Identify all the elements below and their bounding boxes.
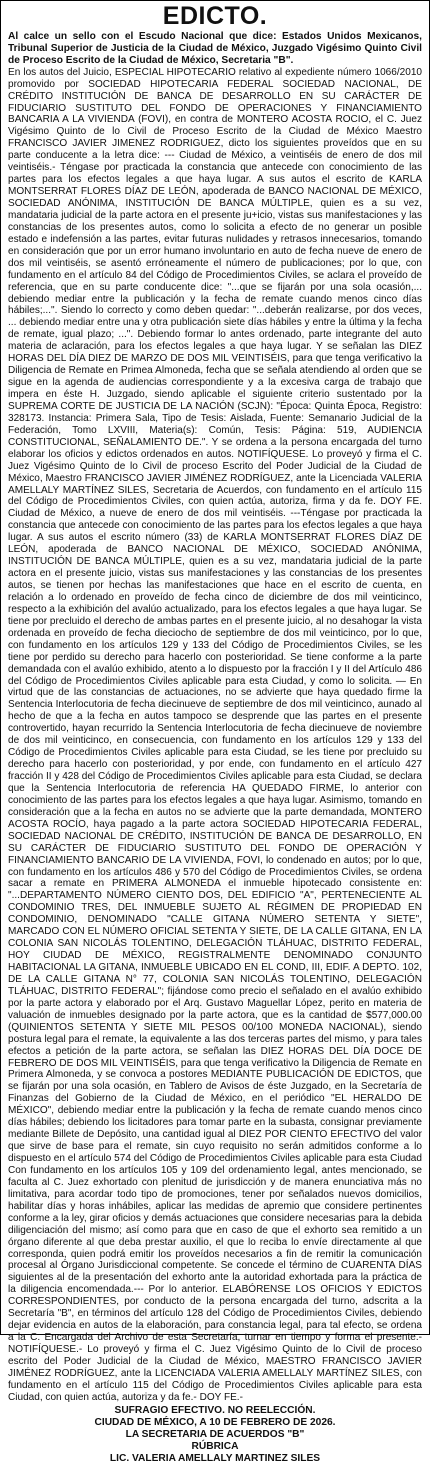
edict-signature-label: RÚBRICA bbox=[191, 1440, 239, 1452]
edict-motto: SUFRAGIO EFECTIVO. NO REELECCIÓN. bbox=[114, 1404, 316, 1416]
edict-title: EDICTO. bbox=[162, 2, 268, 30]
edict-seal-intro: Al calce un sello con el Escudo Nacional que dice: Estados Unidos Mexicanos, Tribunal Superior de Justicia de la Ciudad de México, Juzgado Vigésimo Quinto Civil de Proceso Escrito de la Ciudad de México, Secretaria "B". bbox=[8, 31, 422, 66]
edict-place-date: CIUDAD DE MÉXICO, A 10 DE FEBRERO DE 2026. bbox=[94, 1416, 336, 1428]
edict-signer-name: LIC. VALERIA AMELLALY MARTINEZ SILES bbox=[109, 1452, 321, 1464]
edict-body: En los autos del Juicio, ESPECIAL HIPOTECARIO relativo al expediente número 1066/2010 promovido por SOCIEDAD HIPOTECARIA FEDERAL SOCIEDAD NACIONAL, DE CRÉDITO INSTITUCIÓN DE BANCA DE DESARROLLO EN SU CARÁCTER DE FIDUCIARIO SUSTITUTO DEL FONDO DE OPERACIONES Y FINANCIAMIENTO BANCARIA A LA VIVIENDA (FOVI), en contra de MONTERO ACOSTA ROCIO, el C. Juez Vigésimo Quinto de lo Civil de Proceso Escrito de la Ciudad de México Maestro FRANCISCO JAVIER JIMENEZ RODRIGUEZ, dicto los siguientes proveídos que en su parte conducente a la letra dice: --- Ciudad de México, a veintiséis de enero de dos mil veintiséis.- Téngase por practicada la constancia que antecede con conocimiento de las partes para los efectos legales a que haya lugar. A sus autos el escrito de KARLA MONTSERRAT FLORES DÍAZ DE LEÓN, apoderada de BANCO NACIONAL DE MÉXICO, SOCIEDAD ANÓNIMA, INSTITUCIÓN DE BANCA MÚLTIPLE, quien es a su vez, mandataria judicial de la parte actora en el presente ju+icio, vistas sus manifestaciones y las constancias de los presentes autos, como lo solicita a efecto de no generar un posible estado e indefensión a las partes, evitar futuras nulidades y retrasos innecesarios, tomando en consideración que por un error humano involuntario en auto de fecha nueve de enero de dos mil veintiséis, se asentó erróneamente el número de publicaciones; por lo que, con fundamento en el artículo 84 del Código de Procedimientos Civiles, se aclara el proveído de referencia, que en su parte conducente dice: "...que se fijarán por una sola ocasión,... debiendo mediar entre la publicación y la fecha de remate cuando menos cinco días hábiles;...". Siendo lo correcto y como deben quedar: "...deberán realizarse, por dos veces, ... debiendo mediar entre una y otra publicación siete días hábiles y entre la última y la fecha de remate, igual plazo; ...". Debiendo formar lo antes ordenado, parte integrante del auto materia de aclaración, para los efectos legales a que haya lugar. Y se señalan las DIEZ HORAS DEL DÍA DIEZ DE MARZO DE DOS MIL VEINTISÉIS, para que tenga verificativo la Diligencia de Remate en Primea Almoneda, fecha que se señala atendiendo al orden que se sigue en la agenda de audiencias correspondiente y a la excesiva carga de trabajo que impera en éste H. Juzgado, siendo aplicable el siguiente criterio sustentado por la SUPREMA CORTE DE JUSTICIA DE LA NACIÓN (SCJN): "Época: Quinta Época, Registro: 328173. Instancia: Primera Sala, Tipo de Tesis: Aislada, Fuente: Semanario Judicial de la Federación, Tomo LXVIII, Materia(s): Común, Tesis: Página: 519, AUDIENCIA CONSTITUCIONAL, SEÑALAMIENTO DE.". Y se ordena a la persona encargada del turno elaborar los oficios y edictos ordenados en autos. NOTIFÍQUESE. Lo proveyó y firma el C. Juez Vigésimo Quinto de lo Civil de proceso Escrito del Poder Judicial de la Ciudad de México, Maestro FRANCISCO JAVIER JIMÉNEZ RODRÍGUEZ, ante la Licenciada VALERIA AMELLALY MARTÍNEZ SILES, Secretaria de Acuerdos, con fundamento en el artículo 115 del Código de Procedimientos Civiles, con quien actúa, autoriza, firma y da fe. DOY FE. Ciudad de México, a nueve de enero de dos mil veintiséis. ---Téngase por practicada la constancia que antecede con conocimiento de las partes para los efectos legales a que haya lugar. A sus autos el escrito número (33) de KARLA MONTSERRAT FLORES DÍAZ DE LEÓN, apoderada de BANCO NACIONAL DE MÉXICO, SOCIEDAD ANÓNIMA, INSTITUCIÓN DE BANCA MÚLTIPLE, quien es a su vez, mandataria judicial de la parte actora en el presente juicio, vistas sus manifestaciones y las constancias de los presentes autos, se tienen por hechas las manifestaciones que hace en el escrito de cuenta, en relación a lo ordenado en proveído de fecha cinco de diciembre de dos mil veinticinco, respecto a la exhibición del avalúo actualizado, para los efectos legales a que haya lugar. Se tiene por precluido el derecho de ambas partes en el presente juicio, al no desahogar la vista ordenada en proveído de fecha dieciocho de septiembre de dos mil veinticinco, por lo que, con fundamento en los artículos 129 y 133 del Código de Procedimientos Civiles, se les tiene por perdido su derecho para hacerlo con posterioridad. Se tiene conforme a la parte demandada con el avalúo exhibido, atento a lo dispuesto por la fracción I y II del Artículo 486 del Código de Procedimientos Civiles aplicable para esta Ciudad, y como lo solicita. — En virtud que de las constancias de actuaciones, no se advierte que haya quedado firme la Sentencia Interlocutoria de fecha diecinueve de septiembre de dos mil veinticinco, aunado al hecho de que a la fecha en autos tampoco se desprende que las partes en el presente controvertido, hayan recurrido la Sentencia Interlocutoria de fecha diecinueve de noviembre de dos mil veinticinco, en consecuencia, con fundamento en los artículos 129 y 133 del Código de Procedimientos Civiles aplicable para esta Ciudad, se les tiene por precluido su derecho para hacerlo con posterioridad, y por ende, con fundamento en el artículo 427 fracción II y 428 del Código de Procedimientos Civiles aplicable para esta Ciudad, se declara que la Sentencia Interlocutoria de referencia HA QUEDADO FIRME, lo anterior con conocimiento de las partes para los efectos legales a que haya lugar. Asimismo, tomando en consideración que a la fecha en autos no se advierte que la parte demandada, MONTERO ACOSTA ROCÍO, haya pagado a la parte actora SOCIEDAD HIPOTECARIA FEDERAL, SOCIEDAD NACIONAL DE CRÉDITO, INSTITUCIÓN DE BANCA DE DESARROLLO, EN SU CARÁCTER DE FIDUCIARIO SUSTITUTO DEL FONDO DE OPERACIÓN Y FINANCIAMIENTO BANCARIO DE LA VIVIENDA, FOVI, lo condenado en autos; por lo que, con fundamento en los artículos 486 y 570 del Código de Procedimientos Civiles, se ordena sacar a remate en PRIMERA ALMONEDA el inmueble hipotecado consistente en: "...DEPARTAMENTO NÚMERO CIENTO DOS, DEL EDIFICIO "A", PERTENECIENTE AL CONDOMINIO TRES, DEL INMUEBLE SUJETO AL RÉGIMEN DE PROPIEDAD EN CONDOMINIO, DENOMINADO "CALLE GITANA NÚMERO SETENTA Y SIETE", MARCADO CON EL NÚMERO OFICIAL SETENTA Y SIETE, DE LA CALLE GITANA, EN LA COLONIA SAN NICOLÁS TOLENTINO, DELEGACIÓN TLÁHUAC, DISTRITO FEDERAL, HOY CIUDAD DE MÉXICO, REGISTRALMENTE DENOMINADO CONJUNTO HABITACIONAL LA GITANA, INMUEBLE UBICADO EN EL COND, III, EDIF. A DEPTO. 102, DE LA CALLE GITANA N° 77, COLONIA SAN NICOLÁS TOLENTINO, DELEGACIÓN TLÁHUAC, DISTRITO FEDERAL"; fijándose como precio el señalado en el avalúo exhibido por la parte actora y elaborado por el Arq. Gustavo Maguellar López, perito en materia de valuación de inmuebles designado por la parte actora, que es la cantidad de $577,000.00 (QUINIENTOS SETENTA Y SIETE MIL PESOS 00/100 MONEDA NACIONAL), siendo postura legal para el remate, la equivalente a las dos terceras partes del mismo, y para tales efectos a petición de la parte actora, se señalan las DIEZ HORAS DEL DÍA DOCE DE FEBRERO DE DOS MIL VEINTISÉIS, para que tenga verificativo la Diligencia de Remate en Primera Almoneda, y se convoca a postores MEDIANTE PUBLICACIÓN DE EDICTOS, que se fijarán por una sola ocasión, en Tablero de Avisos de éste Juzgado, en la Secretaría de Finanzas del Gobierno de la Ciudad de México, en el periódico "EL HERALDO DE MÉXICO", debiendo mediar entre la publicación y la fecha de remate cuando menos cinco días hábiles; debiendo los licitadores para tomar parte en la subasta, consignar previamente mediante Billete de Depósito, una cantidad igual al DIEZ POR CIENTO EFECTIVO del valor que sirve de base para el remate, sin cuyo requisito no serán admitidos conforme a lo dispuesto en el artículo 574 del Código de Procedimientos Civiles aplicable para esta Ciudad Con fundamento en los artículos 105 y 109 del ordenamiento legal, antes mencionado, se faculta al C. Juez exhortado con plenitud de jurisdicción y de manera enunciativa más no limitativa, para acordar todo tipo de promociones, tener por señalados nuevos domicilios, habilitar días y horas inhábiles, aplicar las medidas de apremio que considere pertinentes conforme a la ley, girar oficios y demás actuaciones que considere necesarias para la debida diligenciación del mismo; así como para que en caso de que el exhorto sea remitido a un órgano diferente al que deba prestar auxilio, el que lo reciba lo envíe directamente al que corresponda, quien podrá emitir los proveídos necesarios a fin de remitir la comunicación procesal al Órgano Jurisdiccional competente. Se concede el término de CUARENTA DÍAS siguientes al de la presentación del exhorto ante la autoridad exhortada para la práctica de la diligencia encomendada.--- Por lo anterior. ELABÓRENSE LOS OFICIOS Y EDICTOS CORRESPONDIENTES, por conducto de la persona encargada del turno, adscrita a la Secretaría "B", en términos del artículo 128 del Código de Procedimientos Civiles, debiendo dejar evidencia en autos de la elaboración, para constancia legal, para tal efecto, se ordena a la C. Encargada del Archivo de esta Secretaría, turnar en tiempo y forma el presente.- NOTIFÍQUESE.- Lo proveyó y firma el C. Juez Vigésimo Quinto de lo Civil de proceso escrito del Poder Judicial de la Ciudad de México, MAESTRO FRANCISCO JAVIER JIMÉNEZ RODRÍGUEZ, ante la LICENCIADA VALERIA AMELLALY MARTÍNEZ SILES, con fundamento en el artículo 115 del Código de Procedimientos Civiles aplicable para esta Ciudad, con quien actúa, autoriza y da fe.- DOY FE.- bbox=[8, 66, 422, 1403]
edict-closing bbox=[8, 1405, 422, 1465]
edict-secretary-title: LA SECRETARIA DE ACUERDOS "B" bbox=[125, 1428, 305, 1440]
